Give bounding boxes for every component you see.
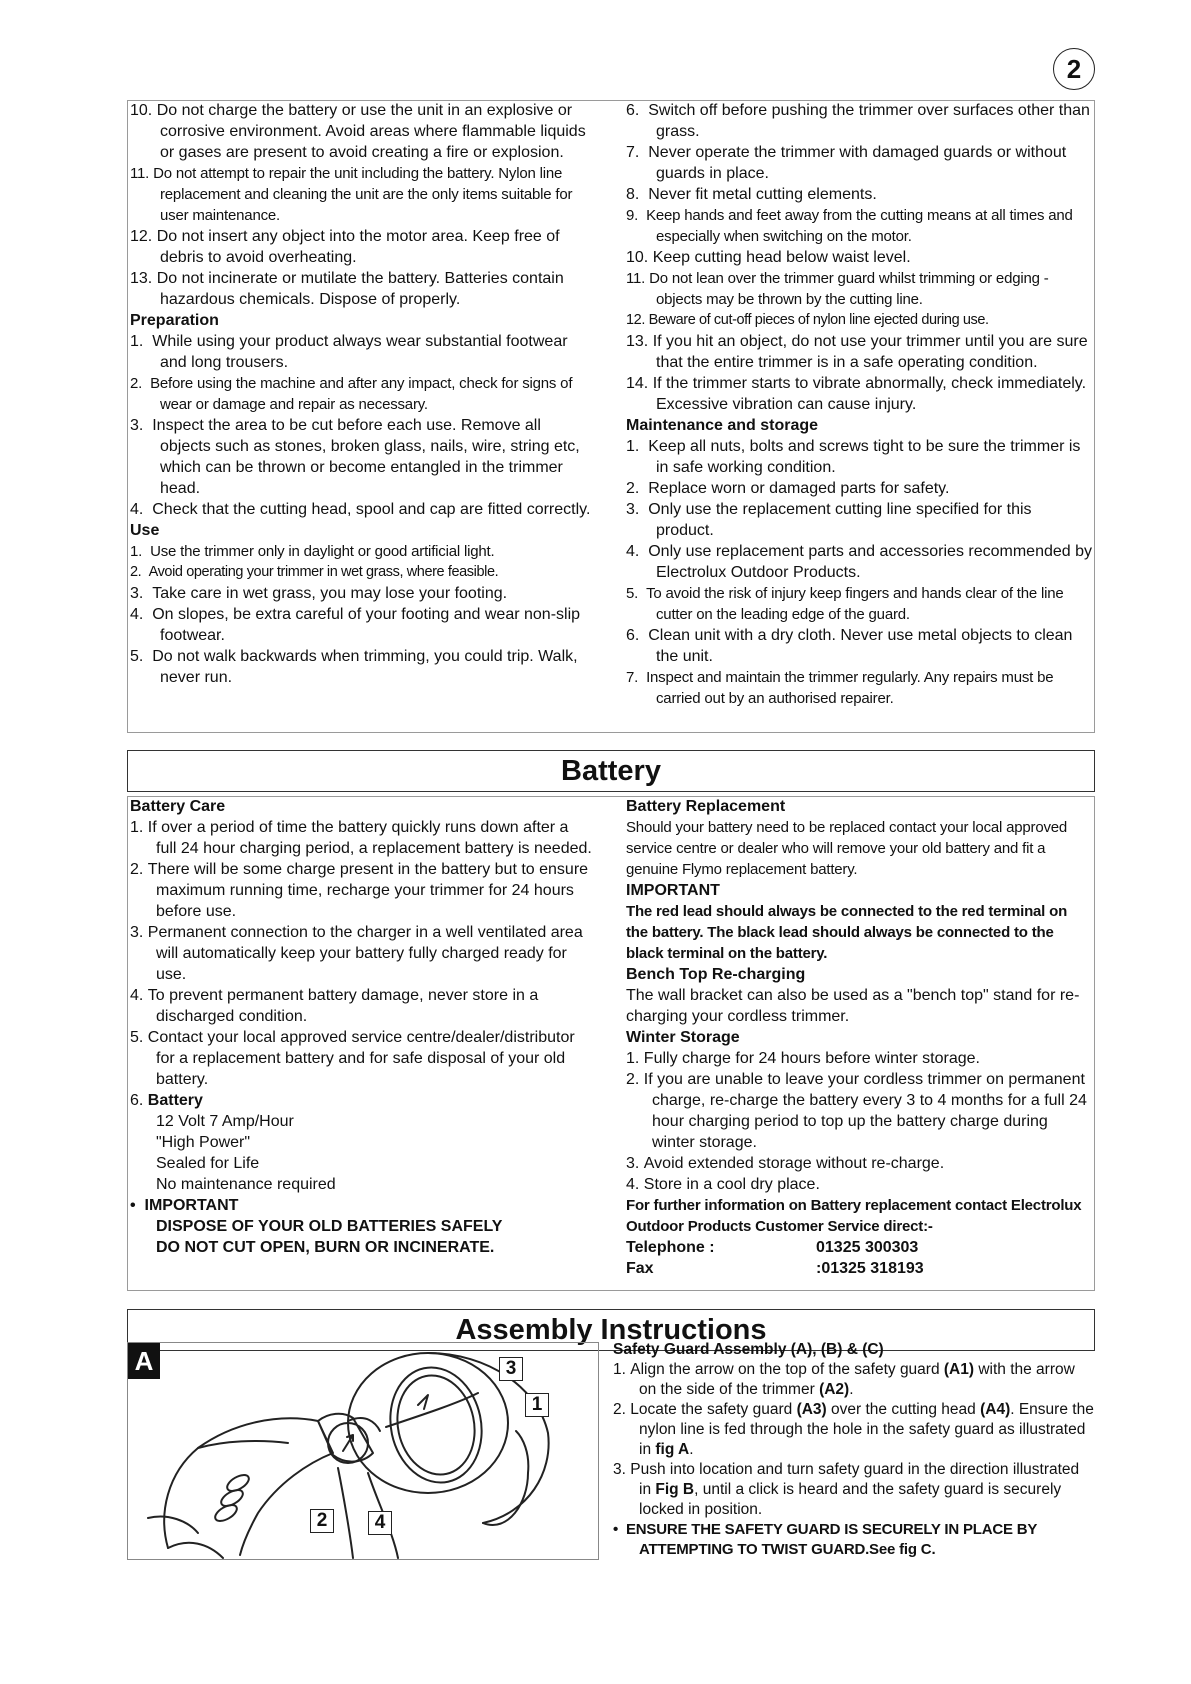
assembly-step-1: 1. Align the arrow on the top of the safety guard (A1) with the arrow on the side of the trimmer (A2). xyxy=(613,1361,1075,1398)
list-item: 2. Replace worn or damaged parts for safety. xyxy=(626,480,950,497)
spec-line: Sealed for Life xyxy=(156,1155,260,1172)
list-item: 5. To avoid the risk of injury keep fingers and hands clear of the line cutter on the leading edge of the guard. xyxy=(626,585,1064,623)
list-item: 4. Only use replacement parts and accessories recommended by Electrolux Outdoor Products. xyxy=(626,543,1093,581)
list-item: 7. Inspect and maintain the trimmer regularly. Any repairs must be carried out by an authorised repairer. xyxy=(626,669,1054,707)
list-item: 2. Avoid operating your trimmer in wet grass, where feasible. xyxy=(130,564,499,580)
callout-2: 2 xyxy=(310,1509,334,1533)
list-item: 6. Switch off before pushing the trimmer over surfaces other than grass. xyxy=(626,102,1090,140)
replacement-important: IMPORTANT xyxy=(626,882,720,899)
spec-line: 12 Volt 7 Amp/Hour xyxy=(156,1113,294,1130)
list-item: 4. Check that the cutting head, spool and cap are fitted correctly. xyxy=(130,501,591,518)
list-item: 1. Keep all nuts, bolts and screws tight to be sure the trimmer is in safe working condition. xyxy=(626,438,1081,476)
list-item: 4. To prevent permanent battery damage, never store in a discharged condition. xyxy=(130,987,539,1025)
list-item: 3. Avoid extended storage without re-charge. xyxy=(626,1155,945,1172)
battery-spec: 6. Battery xyxy=(130,1092,203,1109)
assembly-heading: Safety Guard Assembly (A), (B) & (C) xyxy=(613,1341,884,1358)
list-item: 2. If you are unable to leave your cordless trimmer on permanent charge, re-charge the battery every 3 to 4 months for a full 24 hour charging period to top up the battery charge during winter storage. xyxy=(626,1071,1087,1151)
battery-title: Battery xyxy=(127,750,1095,792)
list-item: 3. Only use the replacement cutting line specified for this product. xyxy=(626,501,1032,539)
list-item: 1. If over a period of time the battery quickly runs down after a full 24 hour charging period, a replacement battery is needed. xyxy=(130,819,592,857)
list-item: 11. Do not lean over the trimmer guard whilst trimming or edging - objects may be thrown by the cutting line. xyxy=(626,270,1049,308)
important-line: DO NOT CUT OPEN, BURN OR INCINERATE. xyxy=(156,1239,495,1256)
spec-line: "High Power" xyxy=(156,1134,251,1151)
list-item: 4. Store in a cool dry place. xyxy=(626,1176,820,1193)
assembly-step-3: 3. Push into location and turn safety guard in the direction illustrated in Fig B, until a click is heard and the safety guard is securely locked in position. xyxy=(613,1461,1080,1518)
important-line: DISPOSE OF YOUR OLD BATTERIES SAFELY xyxy=(156,1218,503,1235)
list-item: 1. While using your product always wear substantial footwear and long trousers. xyxy=(130,333,568,371)
list-item: 3. Inspect the area to be cut before each use. Remove all objects such as stones, broken glass, nails, wire, string etc, which can be thrown or become entangled in the trimmer head. xyxy=(130,417,580,497)
callout-1: 1 xyxy=(525,1393,549,1417)
assembly-title: Assembly Instructions xyxy=(127,1309,1095,1351)
telephone-row: Telephone : 01325 300303 xyxy=(626,1239,919,1256)
list-item: 3. Permanent connection to the charger in a well ventilated area will automatically keep your battery fully charged ready for use. xyxy=(130,924,583,983)
assembly-warning: • ENSURE THE SAFETY GUARD IS SECURELY IN PLACE BY ATTEMPTING TO TWIST GUARD.See fig C. xyxy=(613,1521,1037,1558)
list-item: 7. Never operate the trimmer with damaged guards or without guards in place. xyxy=(626,144,1067,182)
list-item: 1. Use the trimmer only in daylight or good artificial light. xyxy=(130,543,495,560)
replacement-warning: The red lead should always be connected to the red terminal on the battery. The black lead should always be connected to the black terminal on the battery. xyxy=(626,903,1068,962)
battery-left-column xyxy=(130,796,592,1258)
replacement-heading: Battery Replacement xyxy=(626,798,786,815)
assembly-step-2: 2. Locate the safety guard (A3) over the cutting head (A4). Ensure the nylon line is fed through the hole in the safety guard as illustrated in fig A. xyxy=(613,1401,1094,1458)
list-item: 8. Never fit metal cutting elements. xyxy=(626,186,877,203)
safety-right-column xyxy=(626,100,1092,709)
fax-row: Fax :01325 318193 xyxy=(626,1260,924,1277)
battery-care-heading: Battery Care xyxy=(130,798,226,815)
list-item: 12. Beware of cut-off pieces of nylon line ejected during use. xyxy=(626,312,989,328)
list-item: 5. Contact your local approved service centre/dealer/distributor for a replacement battery and for safe disposal of your old battery. xyxy=(130,1029,575,1088)
list-item: 2. There will be some charge present in the battery but to ensure maximum running time, recharge your trimmer for 24 hours before use. xyxy=(130,861,589,920)
list-item: 1. Fully charge for 24 hours before winter storage. xyxy=(626,1050,980,1067)
callout-4: 4 xyxy=(368,1511,392,1535)
preparation-heading: Preparation xyxy=(130,312,219,329)
use-heading: Use xyxy=(130,522,160,539)
list-item: 14. If the trimmer starts to vibrate abnormally, check immediately. Excessive vibration can cause injury. xyxy=(626,375,1087,413)
contact-text: For further information on Battery replacement contact Electrolux Outdoor Products Customer Service direct:- xyxy=(626,1197,1082,1235)
spec-line: No maintenance required xyxy=(156,1176,336,1193)
list-item: 13. If you hit an object, do not use your trimmer until you are sure that the entire trimmer is in a safe operating condition. xyxy=(626,333,1088,371)
assembly-instructions xyxy=(613,1340,1095,1560)
list-item: 13. Do not incinerate or mutilate the battery. Batteries contain hazardous chemicals. Dispose of properly. xyxy=(130,270,564,308)
battery-right-column xyxy=(626,796,1092,1279)
list-item: 10. Keep cutting head below waist level. xyxy=(626,249,911,266)
page-number: 2 xyxy=(1053,48,1095,90)
list-item: 10. Do not charge the battery or use the unit in an explosive or corrosive environment. Avoid areas where flammable liquids or gases are present to avoid creating a fire or explosion. xyxy=(130,102,586,161)
list-item: 4. On slopes, be extra careful of your footing and wear non-slip footwear. xyxy=(130,606,581,644)
callout-3: 3 xyxy=(499,1357,523,1381)
winter-heading: Winter Storage xyxy=(626,1029,740,1046)
list-item: 11. Do not attempt to repair the unit including the battery. Nylon line replacement and cleaning the unit are the only items suitable for user maintenance. xyxy=(130,165,573,224)
important-heading: • IMPORTANT xyxy=(130,1197,239,1214)
figure-a xyxy=(127,1342,599,1560)
replacement-text: Should your battery need to be replaced contact your local approved service centre or dealer who will remove your old battery and fit a genuine Flymo replacement battery. xyxy=(626,819,1068,878)
list-item: 2. Before using the machine and after any impact, check for signs of wear or damage and repair as necessary. xyxy=(130,375,573,413)
list-item: 3. Take care in wet grass, you may lose your footing. xyxy=(130,585,508,602)
list-item: 5. Do not walk backwards when trimming, you could trip. Walk, never run. xyxy=(130,648,578,686)
list-item: 9. Keep hands and feet away from the cutting means at all times and especially when switching on the motor. xyxy=(626,207,1073,245)
trimmer-illustration xyxy=(128,1343,599,1560)
figure-label: A xyxy=(128,1343,160,1379)
bench-heading: Bench Top Re-charging xyxy=(626,966,806,983)
maintenance-heading: Maintenance and storage xyxy=(626,417,819,434)
list-item: 12. Do not insert any object into the motor area. Keep free of debris to avoid overheating. xyxy=(130,228,560,266)
list-item: 6. Clean unit with a dry cloth. Never use metal objects to clean the unit. xyxy=(626,627,1073,665)
bench-text: The wall bracket can also be used as a "bench top" stand for re-charging your cordless trimmer. xyxy=(626,987,1080,1025)
safety-left-column xyxy=(130,100,592,688)
